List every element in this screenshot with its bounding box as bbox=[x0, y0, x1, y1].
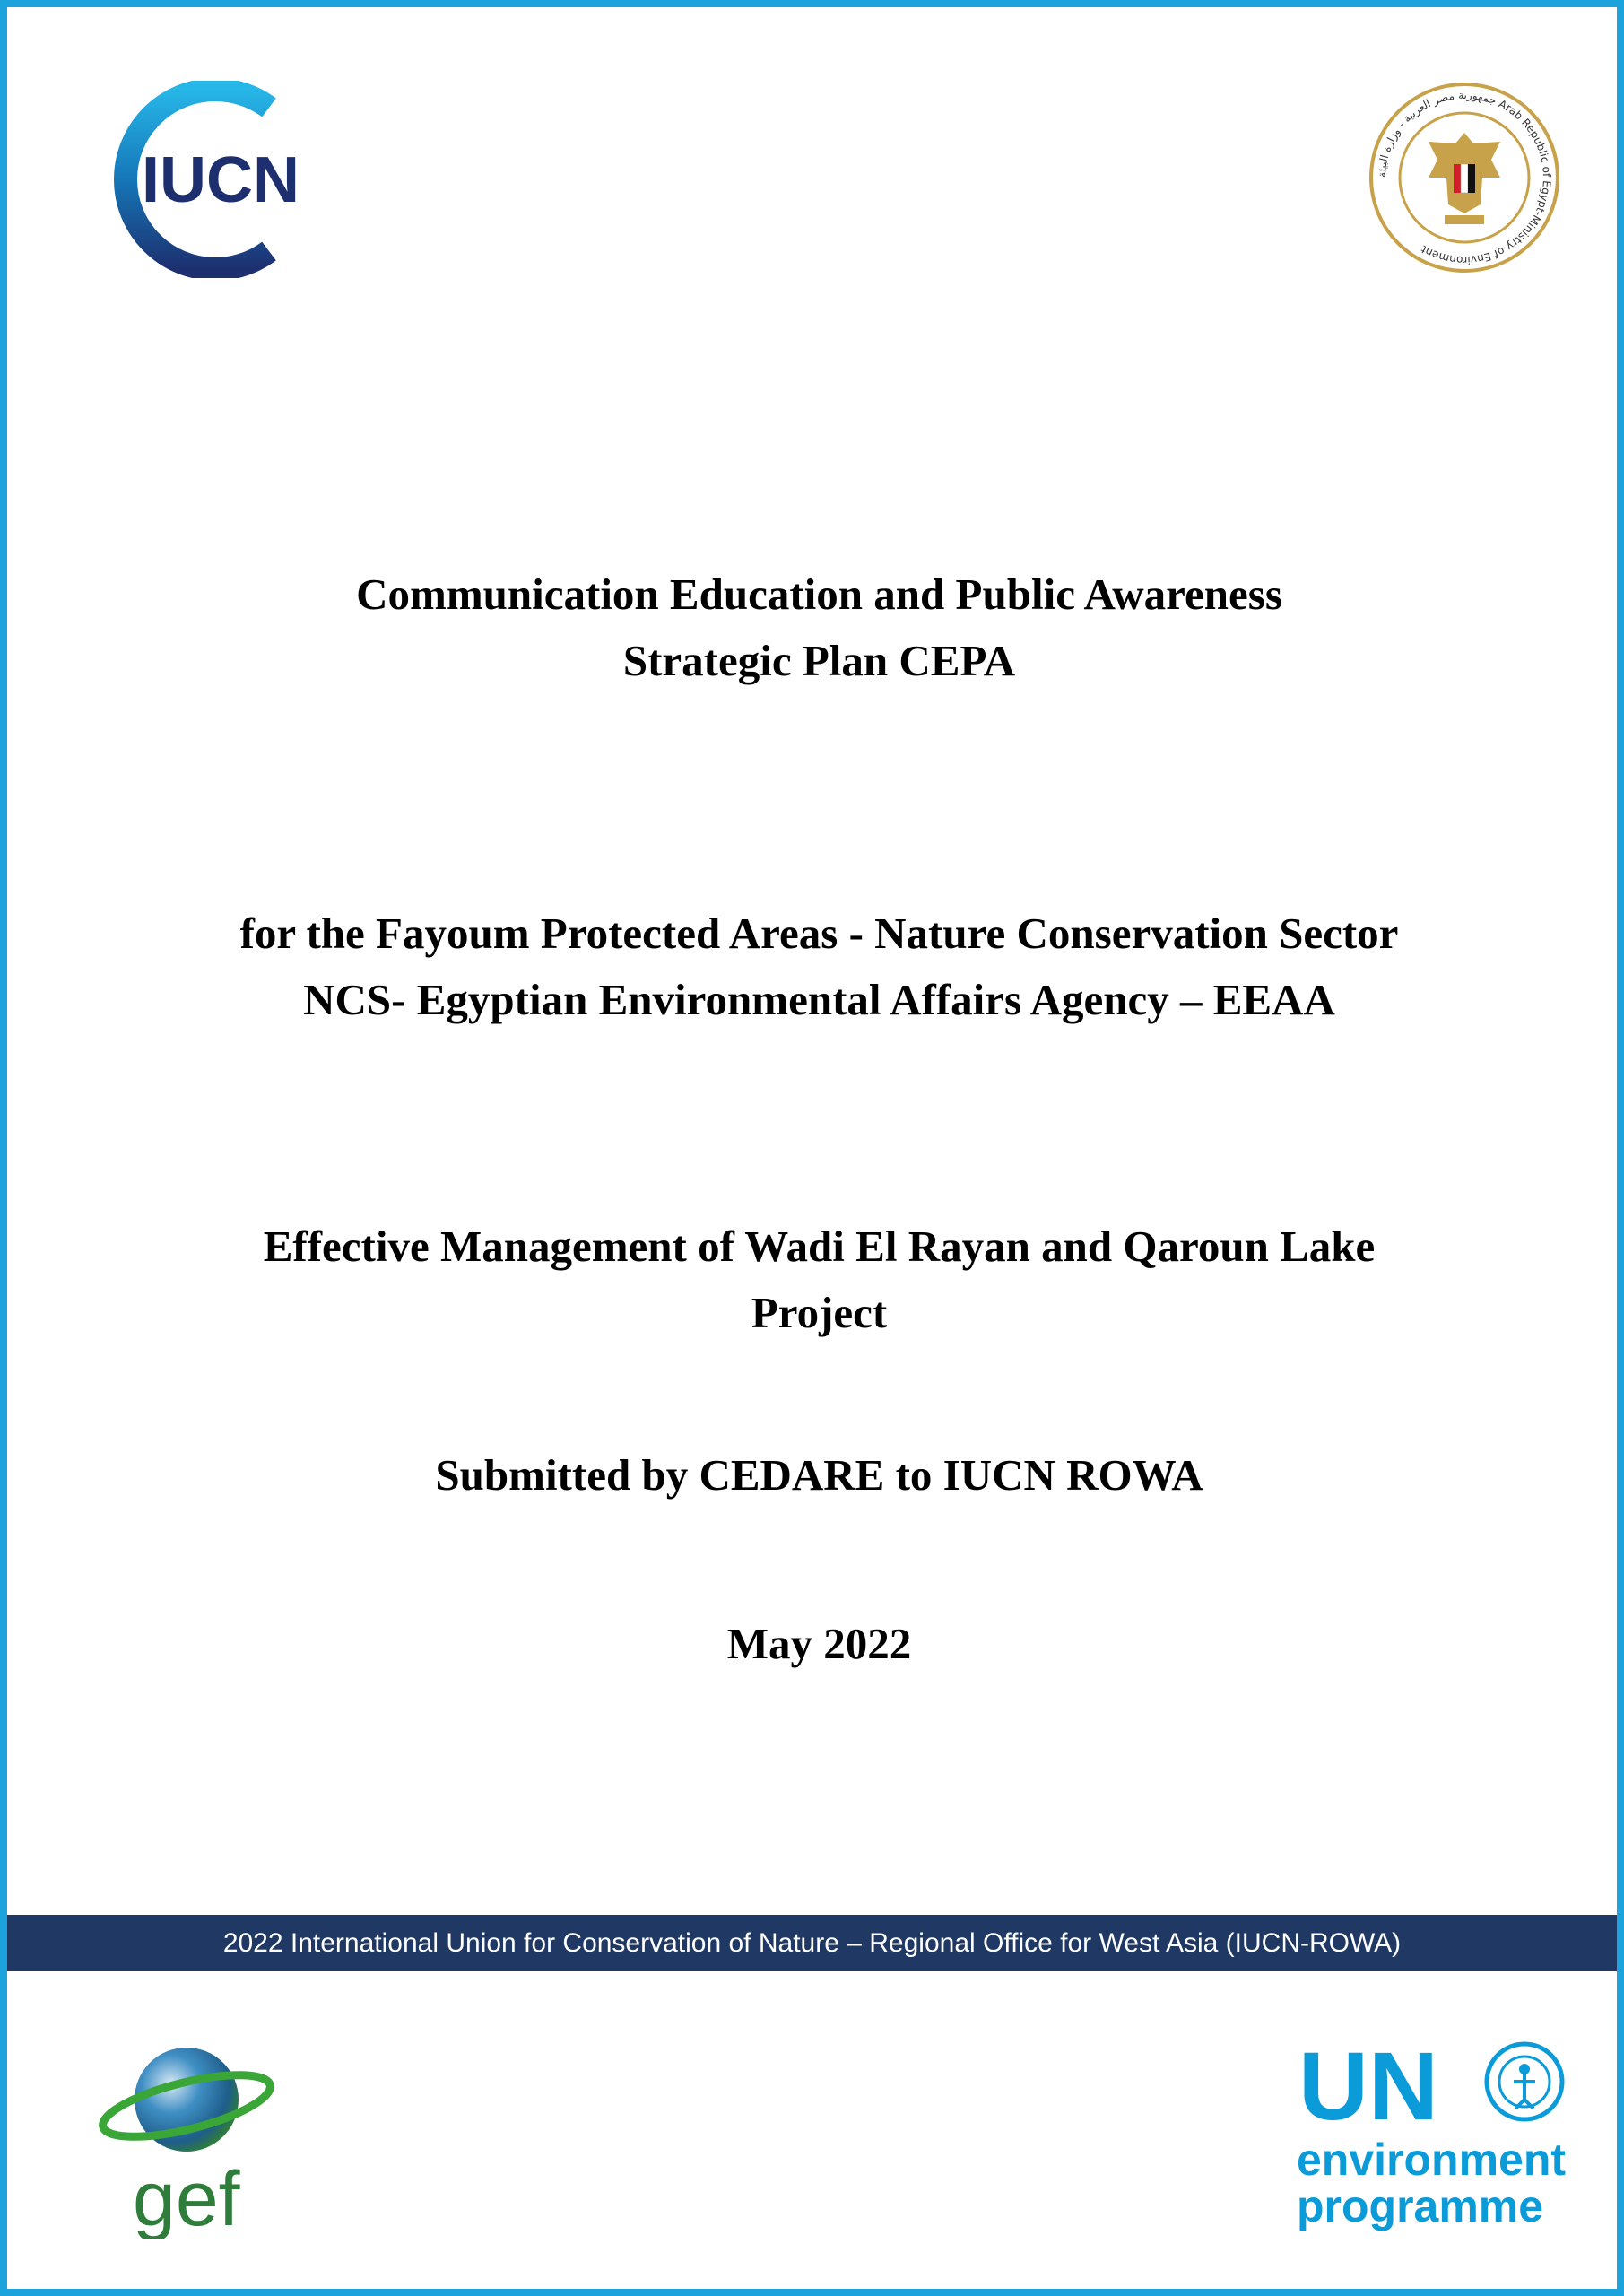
document-subtitle bbox=[7, 900, 1624, 1033]
document-date bbox=[7, 1611, 1624, 1677]
unep-environment-text: environment bbox=[1297, 2135, 1567, 2185]
project-line-2: Project bbox=[751, 1288, 888, 1337]
document-title bbox=[7, 561, 1624, 694]
gef-logo-text: gef bbox=[133, 2156, 240, 2239]
submitted-by bbox=[7, 1442, 1624, 1509]
project-name bbox=[7, 1213, 1624, 1346]
iucn-logo bbox=[90, 81, 305, 278]
unep-un-text: UN bbox=[1298, 2031, 1438, 2140]
title-line-2: Strategic Plan CEPA bbox=[622, 636, 1016, 685]
gef-logo bbox=[97, 2032, 285, 2239]
date-text: May 2022 bbox=[726, 1619, 912, 1668]
subtitle-line-1: for the Fayoum Protected Areas - Nature Conservation Sector bbox=[239, 909, 1399, 958]
footer-band bbox=[7, 1915, 1617, 1971]
footer-text: 2022 International Union for Conservation of Nature – Regional Office for West Asia (IUCN-ROWA) bbox=[222, 1927, 1402, 1958]
iucn-logo-text: IUCN bbox=[142, 144, 300, 216]
seal-text: جمهورية مصر العربية - وزارة البيئة Arab Republic of Egypt-Ministry of Environment bbox=[1375, 88, 1554, 267]
submitted-text: Submitted by CEDARE to IUCN ROWA bbox=[435, 1450, 1203, 1500]
un-emblem-icon bbox=[1487, 2044, 1562, 2119]
unep-programme-text: programme bbox=[1297, 2181, 1544, 2231]
unep-logo bbox=[1290, 2030, 1594, 2245]
project-line-1: Effective Management of Wadi El Rayan and Qaroun Lake bbox=[263, 1222, 1376, 1271]
egypt-ministry-seal bbox=[1366, 79, 1563, 276]
subtitle-line-2: NCS- Egyptian Environmental Affairs Agency – EEAA bbox=[303, 975, 1335, 1024]
title-line-1: Communication Education and Public Awareness bbox=[356, 570, 1282, 619]
